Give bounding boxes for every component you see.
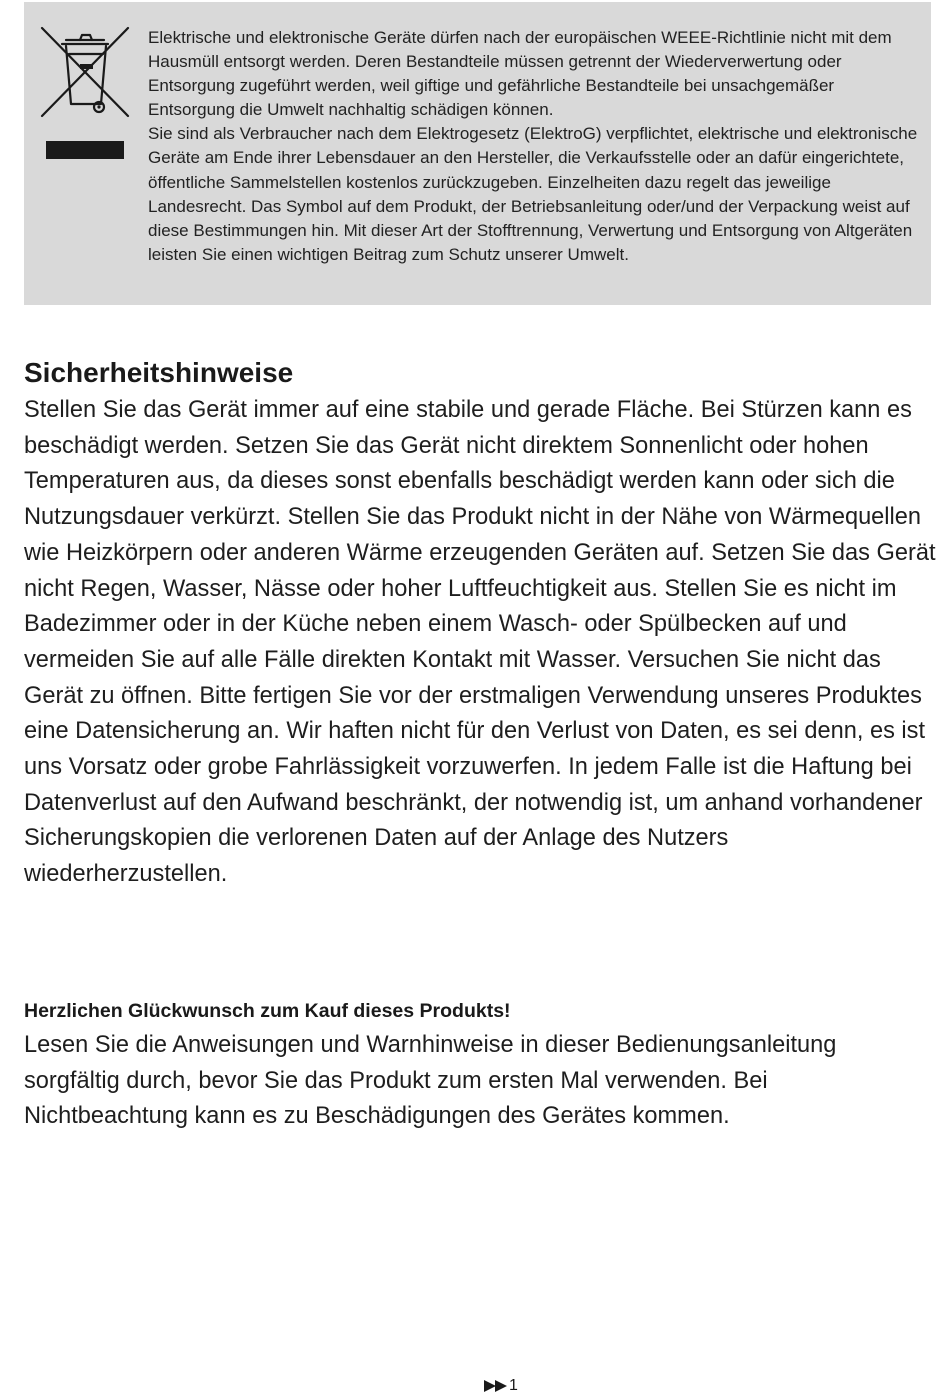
weee-black-bar xyxy=(46,141,124,159)
page-footer xyxy=(484,1375,518,1397)
congratulations-title: Herzlichen Glückwunsch zum Kauf dieses Produkts! xyxy=(24,1000,511,1022)
safety-title: Sicherheitshinweise xyxy=(24,357,294,388)
congratulations-body: Lesen Sie die Anweisungen und Warnhinweise in dieser Bedienungsanleitung sorgfältig durch, bevor Sie das Produkt zum ersten Mal verwenden. Bei Nichtbeachtung kann es zu Beschädigungen des Gerätes kommen. xyxy=(24,1032,837,1130)
safety-body: Stellen Sie das Gerät immer auf eine stabile und gerade Fläche. Bei Stürzen kann es beschädigt werden. Setzen Sie das Gerät nicht direktem Sonnenlicht oder hohen Temperaturen aus, da dieses sonst ebenfalls beschädigt werden kann oder sich die Nutzungsdauer verkürzt. Stellen Sie das Produkt nicht in der Nähe von Wärmequellen wie Heizkörpern oder anderen Wärme erzeugenden Geräten auf. Setzen Sie das Gerät nicht Regen, Wasser, Nässe oder hoher Luftfeuchtigkeit aus. Stellen Sie es nicht im Badezimmer oder in der Küche neben einem Wasch- oder Spülbecken auf und vermeiden Sie auf alle Fälle direkten Kontakt mit Wasser. Versuchen Sie nicht das Gerät zu öffnen. Bitte fertigen Sie vor der erstmaligen Verwendung unseres Produktes eine Datensicherung an. Wir haften nicht für den Verlust von Daten, es sei denn, es ist uns Vorsatz oder grobe Fahrlässigkeit vorzuwerfen. In jedem Falle ist die Haftung bei Datenverlust auf den Aufwand beschränkt, der notwendig ist, um anhand vorhandener Sicherungskopien die verlorenen Daten auf der Anlage des Nutzers wiederherzustellen. xyxy=(24,397,936,888)
crossed-out-wheelie-bin-icon xyxy=(38,24,132,120)
weee-notice-text xyxy=(148,26,918,267)
fast-forward-icon xyxy=(484,1380,508,1392)
weee-paragraph-2: Sie sind als Verbraucher nach dem Elektrogesetz (ElektroG) verpflichtet, elektrische und elektronische Geräte am Ende ihrer Lebensdauer an den Hersteller, die Verkaufsstelle oder an dafür eingerichtete, öffentliche Sammelstellen kostenlos zurückzugeben. Einzelheiten dazu regelt das jeweilige Landesrecht. Das Symbol auf dem Produkt, der Betriebsanleitung oder/und der Verpackung weist auf diese Bestimmungen hin. Mit dieser Art der Stofftrennung, Verwertung und Entsorgung von Altgeräten leisten Sie einen wichtigen Beitrag zum Schutz unserer Umwelt. xyxy=(148,124,918,264)
page-number: 1 xyxy=(509,1377,518,1394)
weee-notice-box xyxy=(24,2,931,305)
weee-paragraph-1: Elektrische und elektronische Geräte dürfen nach der europäischen WEEE-Richtlinie nicht mit dem Hausmüll entsorgt werden. Deren Bestandteile müssen getrennt der Wiederverwertung oder Entsorgung zugeführt werden, weil giftige und gefährliche Bestandteile bei unsachgemäßer Entsorgung die Umwelt nachhaltig schädigen können. xyxy=(148,28,892,120)
